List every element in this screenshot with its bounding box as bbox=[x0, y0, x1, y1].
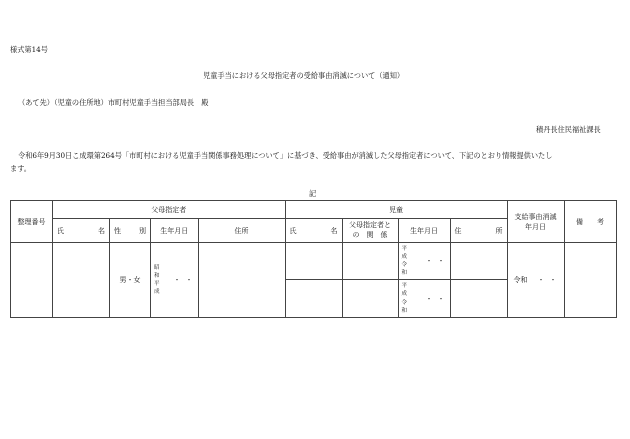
payment-dots: ・・ bbox=[537, 276, 562, 284]
header-seiri-bango: 整理番号 bbox=[11, 201, 53, 243]
body-text-line2: ます。 bbox=[10, 164, 31, 173]
cell-seiri-bango[interactable] bbox=[11, 243, 53, 318]
subheader-mei: 名 bbox=[98, 226, 105, 235]
form-table bbox=[10, 200, 617, 318]
subheader-child-name bbox=[285, 219, 342, 243]
subheader-parent-birthdate: 生年月日 bbox=[151, 219, 199, 243]
era-showa: 昭和 bbox=[154, 264, 160, 279]
date-dots: ・・ bbox=[173, 276, 198, 284]
cell-sex[interactable]: 男・女 bbox=[110, 243, 151, 318]
cell-relation-1[interactable] bbox=[342, 243, 398, 280]
child-era-2b: 令和 bbox=[401, 299, 408, 314]
cell-child-name-1[interactable] bbox=[285, 243, 342, 280]
child-era-1b: 令和 bbox=[401, 262, 408, 277]
document-title: 児童手当における父母指定者の受給事由消滅について（通知） bbox=[203, 71, 405, 80]
body-text-line1: 令和6年9月30日こ成環第264号「市町村における児童手当関係事務処理について」に基づき、受給事由が消滅した父母指定者について、下記のとおり情報提供いたし bbox=[18, 151, 553, 160]
subheader-sex bbox=[110, 219, 151, 243]
subheader-child-sho: 所 bbox=[495, 226, 503, 235]
addressee: （あて先）（児童の住所地）市町村児童手当担当部局長 殿 bbox=[18, 98, 209, 107]
subheader-parent-name bbox=[53, 219, 110, 243]
cell-parent-birthdate[interactable] bbox=[151, 243, 199, 318]
header-payment-end-date bbox=[507, 201, 564, 243]
cell-parent-name[interactable] bbox=[53, 243, 110, 318]
cell-child-address-2[interactable] bbox=[450, 280, 507, 318]
subheader-child-mei: 名 bbox=[330, 226, 338, 235]
child-era-1a: 平成 bbox=[401, 245, 408, 260]
payment-era: 令和 bbox=[513, 276, 528, 284]
header-parent-designee: 父母指定者 bbox=[53, 201, 286, 219]
header-child: 児童 bbox=[285, 201, 507, 219]
cell-payment-end-date[interactable] bbox=[507, 243, 564, 318]
header-payment-end-line1: 支給事由消滅 bbox=[514, 212, 557, 221]
cell-child-birthdate-2[interactable] bbox=[398, 280, 450, 318]
child-era-2a: 平成 bbox=[401, 283, 408, 298]
subheader-child-shi: 氏 bbox=[289, 226, 297, 235]
subheader-shi: 氏 bbox=[57, 226, 64, 235]
cell-relation-2[interactable] bbox=[342, 280, 398, 318]
subheader-relation bbox=[342, 219, 398, 243]
child-date-dots-2: ・・ bbox=[425, 294, 450, 303]
ki-heading: 記 bbox=[309, 189, 317, 198]
subheader-child-address bbox=[450, 219, 507, 243]
header-payment-end-line2: 年月日 bbox=[525, 222, 547, 231]
subheader-betsu: 別 bbox=[139, 226, 146, 235]
subheader-relation-line1: 父母指定者と bbox=[349, 221, 392, 230]
subheader-relation-line2: の 関 係 bbox=[352, 230, 388, 239]
cell-child-address-1[interactable] bbox=[450, 243, 507, 280]
cell-parent-address[interactable] bbox=[198, 243, 285, 318]
subheader-sei: 性 bbox=[114, 226, 121, 235]
form-number: 様式第14号 bbox=[10, 45, 48, 54]
cell-remarks[interactable] bbox=[564, 243, 616, 318]
child-date-dots-1: ・・ bbox=[425, 257, 450, 265]
sender: 積丹長住民福祉課長 bbox=[536, 125, 601, 134]
header-remarks: 備 考 bbox=[564, 201, 616, 243]
subheader-child-ju: 住 bbox=[454, 226, 462, 235]
era-heisei: 平成 bbox=[154, 281, 160, 296]
subheader-child-birthdate: 生年月日 bbox=[398, 219, 450, 243]
subheader-parent-address: 住所 bbox=[198, 219, 285, 243]
cell-child-name-2[interactable] bbox=[285, 280, 342, 318]
cell-child-birthdate-1[interactable] bbox=[398, 243, 450, 280]
